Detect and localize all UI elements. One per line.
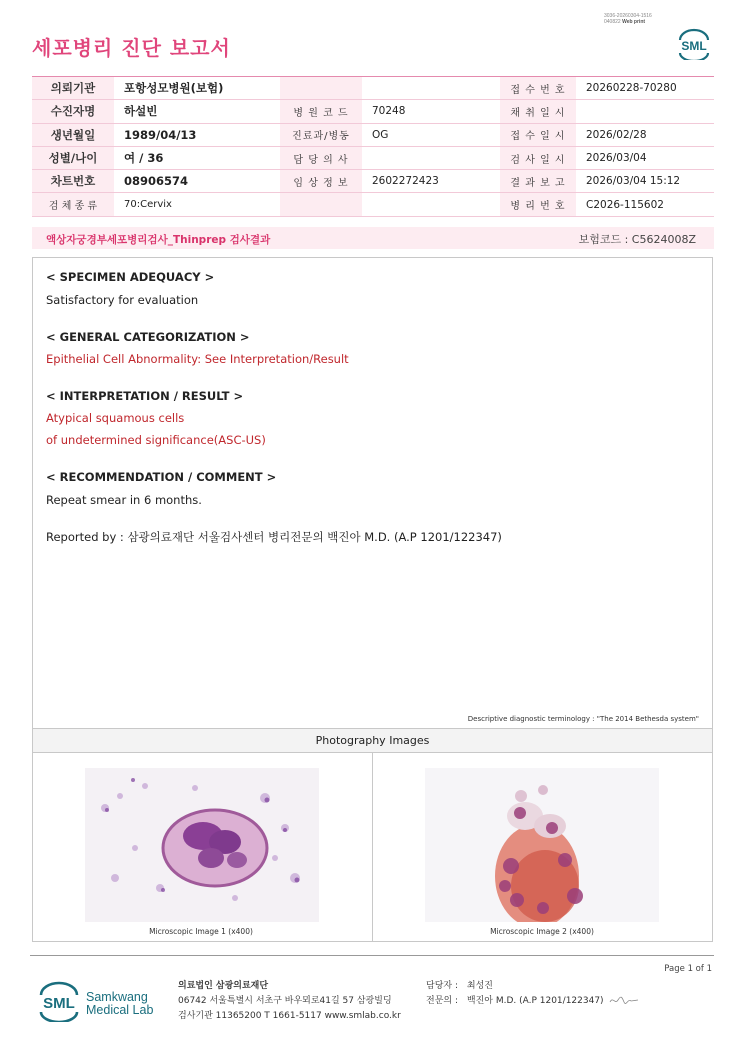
interpretation-heading: < INTERPRETATION / RESULT > [46, 389, 244, 403]
caption-image-2: Microscopic Image 2 (x400) [490, 927, 594, 936]
logo-line1: Samkwang [86, 990, 148, 1004]
print-id [604, 13, 652, 25]
microscopic-image-2 [425, 768, 659, 922]
info-label: 접 수 일 시 [500, 123, 576, 146]
specimen-adequacy-heading: < SPECIMEN ADEQUACY > [46, 270, 215, 284]
samkwang-logo-text [86, 991, 153, 1017]
specimen-adequacy-value: Satisfactory for evaluation [46, 293, 199, 307]
info-label: 진료과/병동 [280, 123, 362, 146]
info-label: 담 당 의 사 [280, 146, 362, 169]
interpretation-line1: Atypical squamous cells [46, 411, 185, 425]
footer-divider [30, 955, 714, 956]
info-row [32, 146, 714, 169]
info-label: 검 사 일 시 [500, 146, 576, 169]
info-value: 2026/03/04 [576, 146, 714, 169]
recommendation-heading: < RECOMMENDATION / COMMENT > [46, 470, 277, 484]
info-value [362, 146, 500, 169]
info-row [32, 77, 714, 100]
info-label [280, 77, 362, 100]
info-value [362, 77, 500, 100]
photo-divider [372, 753, 373, 941]
reported-by: Reported by : 삼광의료재단 서울검사센터 병리전문의 백진아 M.D. (A.P 1201/122347) [46, 530, 502, 544]
staff1-label: 담당자 : [426, 981, 458, 991]
info-row [32, 170, 714, 193]
info-row [32, 100, 714, 123]
info-label: 접 수 번 호 [500, 77, 576, 100]
exam-name: 액상자궁경부세포병리검사_Thinprep 검사결과 [46, 234, 271, 246]
staff1-name: 최성진 [466, 981, 493, 991]
info-label: 임 상 정 보 [280, 170, 362, 193]
interpretation-line2: of undetermined significance(ASC-US) [46, 433, 266, 447]
web-print-label: Web print [622, 19, 646, 25]
general-categorization-heading: < GENERAL CATEGORIZATION > [46, 330, 250, 344]
info-label: 검 체 종 류 [32, 193, 114, 216]
exam-bar [32, 227, 714, 249]
print-id-number: 040822 [604, 19, 621, 25]
staff2-label: 전문의 : [426, 996, 458, 1006]
signature-icon [608, 993, 640, 1007]
info-label: 생년월일 [32, 123, 114, 146]
patient-info-table [32, 76, 714, 217]
terminology-note: Descriptive diagnostic terminology : "The 2014 Bethesda system" [467, 715, 699, 723]
info-row [32, 193, 714, 216]
info-label: 의뢰기관 [32, 77, 114, 100]
recommendation-value: Repeat smear in 6 months. [46, 493, 202, 507]
info-value: C2026-115602 [576, 193, 714, 216]
info-label: 병 원 코 드 [280, 100, 362, 123]
info-label: 병 리 번 호 [500, 193, 576, 216]
samkwang-logo-icon [36, 980, 82, 1022]
org-name: 의료법인 삼광의료재단 [178, 981, 269, 991]
org-contact: 검사기관 11365200 T 1661-5117 www.smlab.co.kr [178, 1011, 401, 1021]
info-value: 2026/02/28 [576, 123, 714, 146]
result-box [32, 257, 713, 942]
staff-info [426, 979, 604, 1009]
sml-logo-text: SML [681, 39, 707, 53]
info-value: 여 / 36 [114, 146, 280, 169]
staff2-name: 백진아 M.D. (A.P 1201/122347) [466, 996, 604, 1006]
info-value: 1989/04/13 [114, 123, 280, 146]
report-title: 세포병리 진단 보고서 [32, 36, 231, 60]
organization-info [178, 979, 401, 1024]
info-value: 하설빈 [114, 100, 280, 123]
org-address: 06742 서울특별시 서초구 바우뫼로41길 57 삼광빌딩 [178, 996, 392, 1006]
info-value: 포항성모병원(보험) [114, 77, 280, 100]
info-label: 수진자명 [32, 100, 114, 123]
footer-logo-mark: SML [43, 995, 75, 1012]
print-id-line1: 3036-20260304-1516 [604, 13, 652, 19]
info-label: 결 과 보 고 [500, 170, 576, 193]
logo-line2: Medical Lab [86, 1003, 154, 1017]
info-row [32, 123, 714, 146]
general-categorization-value: Epithelial Cell Abnormality: See Interpretation/Result [46, 352, 349, 366]
page-number: Page 1 of 1 [664, 964, 712, 974]
info-label: 차트번호 [32, 170, 114, 193]
caption-image-1: Microscopic Image 1 (x400) [149, 927, 253, 936]
insurance-code: 보험코드 : C5624008Z [578, 233, 696, 246]
info-value: 2602272423 [362, 170, 500, 193]
info-label: 성별/나이 [32, 146, 114, 169]
info-value [576, 100, 714, 123]
info-value: OG [362, 123, 500, 146]
info-label [280, 193, 362, 216]
info-label: 채 취 일 시 [500, 100, 576, 123]
photography-header: Photography Images [33, 728, 712, 753]
sml-logo-icon [676, 28, 712, 60]
info-value: 70248 [362, 100, 500, 123]
info-value: 2026/03/04 15:12 [576, 170, 714, 193]
info-value: 08906574 [114, 170, 280, 193]
info-value: 70:Cervix [114, 193, 280, 216]
info-value [362, 193, 500, 216]
info-value: 20260228-70280 [576, 77, 714, 100]
microscopic-image-1 [85, 768, 319, 922]
